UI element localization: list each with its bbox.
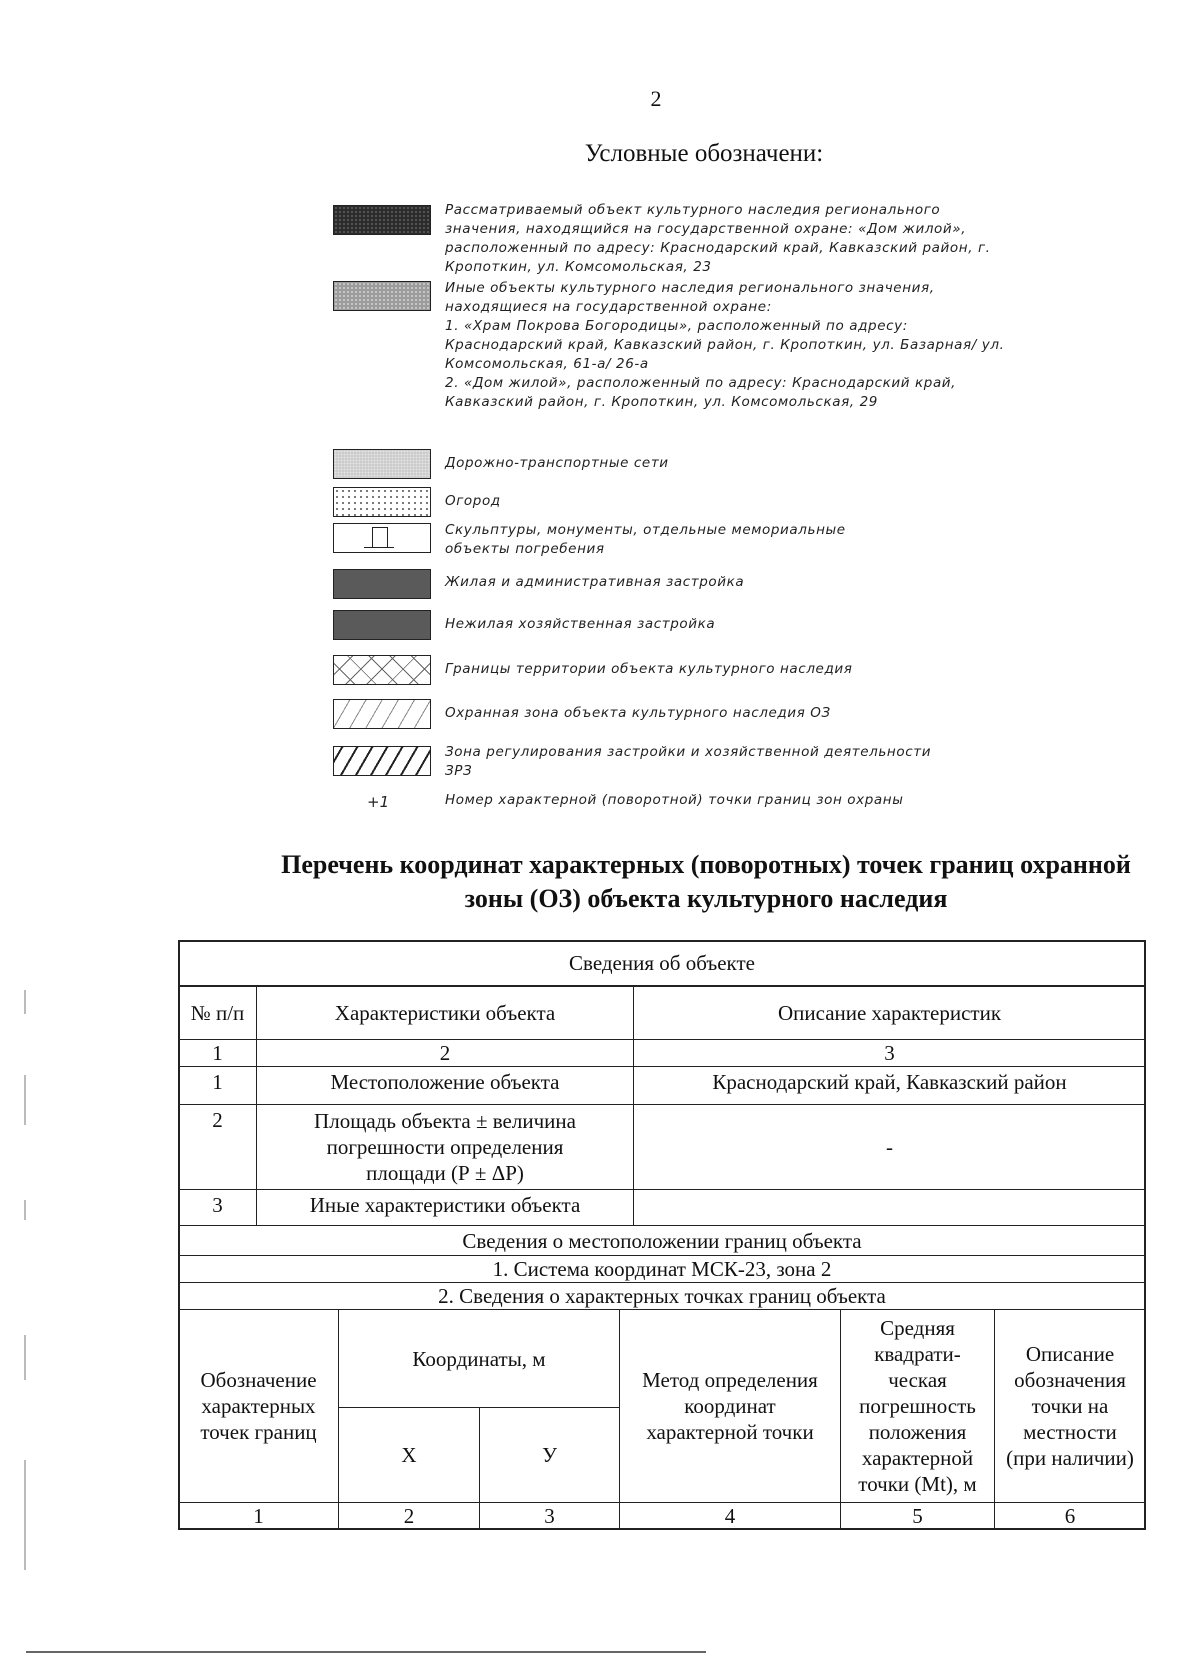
row-description: - [633,1104,1146,1190]
column-header-description: Описание характеристик [633,986,1146,1040]
row-characteristic: Площадь объекта ± величина погрешности определения площади (Р ± ΔР) [256,1104,634,1190]
column-number: 4 [619,1502,841,1530]
column-header-error: Средняя квадрати-ческая погрешность положения характерной точки (Mt), м [840,1309,995,1503]
column-header-coordinates: Координаты, м [338,1309,620,1408]
points-header: 2. Сведения о характерных точках границ объекта [178,1282,1146,1310]
row-characteristic: Иные характеристики объекта [256,1189,634,1226]
legend-label: Зона регулирования застройки и хозяйственной деятельности ЗРЗ [445,744,932,779]
section-header: Сведения об объекте [178,940,1146,986]
column-header-number: № п/п [178,986,257,1040]
scan-margin-mark [24,1335,26,1380]
row-description [633,1189,1146,1226]
scan-margin-mark [24,1200,26,1220]
monument-icon [372,527,388,548]
dark-fill-swatch-icon [333,205,431,235]
light-hatch-swatch-icon [333,699,431,729]
legend-label: Нежилая хозяйственная застройка [445,616,716,632]
row-characteristic: Местоположение объекта [256,1066,634,1105]
legend-label: Номер характерной (поворотной) точки границ зон охраны [445,792,904,808]
point-number-mark: +1 [367,793,390,811]
legend-title: Условные обозначени: [584,140,824,167]
section-header: Сведения о местоположении границ объекта [178,1225,1146,1256]
gray-fill-swatch-icon [333,281,431,311]
column-header-point-description: Описание обозначения точки на местности (при наличии) [994,1309,1146,1503]
light-gray-swatch-icon [333,449,431,479]
cross-hatch-swatch-icon [333,655,431,685]
column-header-y: У [479,1407,620,1503]
solid-dark-swatch-icon [333,610,431,640]
column-header-designation: Обозначение характерных точек границ [178,1309,339,1503]
title-line-2: зоны (ОЗ) объекта культурного наследия [464,884,948,913]
row-description: Краснодарский край, Кавказский район [633,1066,1146,1105]
document-title [0,848,1200,916]
scan-margin-mark [24,990,26,1014]
row-number: 3 [178,1189,257,1226]
row-number: 2 [178,1104,257,1190]
legend-label: Границы территории объекта культурного наследия [445,661,853,677]
column-number: 1 [178,1039,257,1067]
column-number: 5 [840,1502,995,1530]
column-number: 2 [338,1502,480,1530]
monument-swatch-icon [333,523,431,553]
row-number: 1 [178,1066,257,1105]
page-number: 2 [650,86,662,111]
legend-label: 2. «Дом жилой», расположенный по адресу: Краснодарский край, Кавказский район, г. Кропоткин, ул. Комсомольская, 29 [445,375,957,410]
coordinate-system: 1. Система координат МСК-23, зона 2 [178,1255,1146,1283]
legend-label: Жилая и административная застройка [445,574,745,590]
column-number: 3 [633,1039,1146,1067]
column-header-method: Метод определения координат характерной точки [619,1309,841,1503]
legend-label: Огород [445,493,501,509]
bold-hatch-swatch-icon [333,746,431,776]
legend-label: Охранная зона объекта культурного наследия ОЗ [445,705,831,721]
scan-margin-mark [24,1075,26,1125]
legend-label: Скульптуры, монументы, отдельные мемориальные объекты погребения [445,522,846,557]
column-number: 6 [994,1502,1146,1530]
legend-label: Дорожно-транспортные сети [445,455,669,471]
column-header-characteristic: Характеристики объекта [256,986,634,1040]
footer-rule [26,1651,706,1653]
legend-label: Рассматриваемый объект культурного наследия регионального значения, находящийся на государственной охране: «Дом жилой», расположенный по адресу: Краснодарский край, Кавказский район, г. Кропоткин, ул. Комсомольская, 23 [445,202,991,275]
title-line-1: Перечень координат характерных (поворотных) точек границ охранной [281,850,1131,879]
scan-margin-mark [24,1460,26,1570]
column-number: 3 [479,1502,620,1530]
legend-label: 1. «Храм Покрова Богородицы», расположенный по адресу: Краснодарский край, Кавказский район, г. Кропоткин, ул. Базарная/ ул. Комсомольская, 61-а/ 26-а [445,318,1005,372]
legend-label: Иные объекты культурного наследия регионального значения, находящиеся на государственной охране: [445,280,935,315]
column-number: 1 [178,1502,339,1530]
solid-dark-swatch-icon [333,569,431,599]
column-header-x: Х [338,1407,480,1503]
column-number: 2 [256,1039,634,1067]
dotted-swatch-icon [333,487,431,517]
